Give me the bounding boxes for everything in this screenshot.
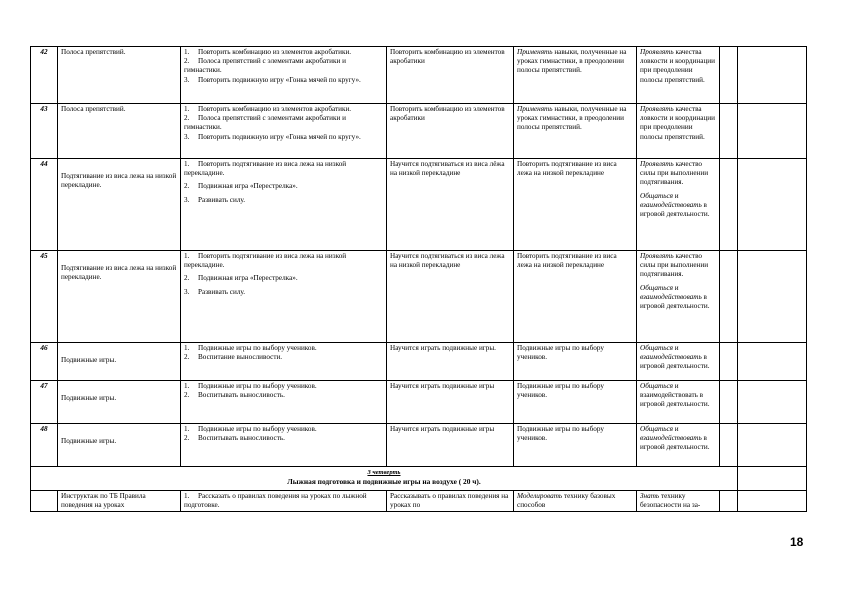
empty-cell [738, 381, 807, 424]
task-text: Повторить комбинацию из элементов акробатики. [198, 48, 352, 56]
result-line [640, 353, 716, 371]
empty-cell [738, 343, 807, 381]
result-verb: взаимодействовать [640, 200, 702, 209]
activity-text: технику базовых способов [517, 492, 616, 510]
result-line [640, 105, 716, 142]
task-item [184, 57, 383, 75]
result-verb: взаимодействовать [640, 434, 702, 443]
result-line [640, 293, 716, 311]
task-number: 1. [184, 48, 190, 56]
activity-text: Повторить подтягивание из виса лежа на низкой перекладине [517, 160, 617, 178]
result-text: в игровой деятельности. [640, 200, 710, 219]
lesson-tasks [181, 104, 387, 159]
activity-description [514, 343, 637, 381]
task-text: Повторить подвижную игру «Гонка мячей по кругу». [198, 132, 361, 141]
task-text: Повторить комбинацию из элементов акробатики. [198, 105, 352, 113]
personal-results [637, 104, 720, 159]
task-item [184, 353, 383, 362]
section-number: 3 четверть [367, 469, 401, 476]
task-item [184, 252, 383, 270]
activity-description [514, 381, 637, 424]
task-text: Полоса препятствий с элементами акробатики и гимнастики. [184, 57, 346, 75]
result-line [640, 284, 716, 293]
lesson-row [31, 343, 807, 381]
task-item [184, 434, 383, 443]
lesson-number: 44 [31, 159, 58, 251]
lesson-tasks [181, 424, 387, 467]
empty-cell [738, 47, 807, 104]
activity-text: Подвижные игры по выбору учеников. [517, 382, 604, 400]
task-item [184, 76, 383, 85]
result-line [640, 160, 716, 188]
empty-cell [720, 47, 738, 104]
task-number: 3. [184, 287, 190, 296]
result-text: в игровой деятельности. [640, 353, 710, 371]
result-line [640, 434, 716, 452]
task-item [184, 48, 383, 57]
activity-verb: Применять [517, 48, 553, 56]
result-text: и [673, 191, 679, 200]
result-text: качества ловкости и координации при преодолении полосы препятствий. [640, 105, 715, 141]
learning-outcome: Научится играть подвижные игры [387, 424, 514, 467]
task-text: Повторить подвижную игру «Гонка мячей по кругу». [198, 75, 361, 84]
task-text: Воспитывать выносливость. [198, 391, 285, 400]
task-text: Повторить подтягивание из виса лежа на низкой перекладине. [184, 252, 347, 270]
result-line [640, 344, 716, 353]
task-text: Полоса препятствий с элементами акробатики и гимнастики. [184, 114, 346, 132]
task-item [184, 382, 383, 391]
result-verb: Знать [640, 492, 660, 500]
task-text: Подвижные игры по выбору учеников. [198, 425, 317, 433]
activity-description [514, 104, 637, 159]
task-text: Повторить подтягивание из виса лежа на низкой перекладине. [184, 160, 347, 178]
activity-description [514, 491, 637, 512]
result-line [640, 425, 716, 434]
personal-results [637, 343, 720, 381]
task-item [184, 288, 383, 297]
task-text: Развивать силу. [198, 195, 246, 204]
learning-outcome: Научится играть подвижные игры [387, 381, 514, 424]
task-text: Рассказать о правилах поведения на уроках по лыжной подготовке. [184, 492, 367, 510]
task-item [184, 160, 383, 178]
result-verb: Общаться [640, 425, 673, 433]
lesson-topic: Полоса препятствий. [58, 104, 181, 159]
result-verb: Общаться [640, 382, 673, 390]
lesson-row [31, 491, 807, 512]
task-number: 1. [184, 252, 190, 260]
lesson-number: 46 [31, 343, 58, 381]
task-number: 2. [184, 353, 190, 362]
lesson-row [31, 381, 807, 424]
lesson-row [31, 47, 807, 104]
task-item [184, 391, 383, 400]
result-line [640, 192, 716, 201]
activity-text: навыки, полученные на уроках гимнастики, в преодолении полосы препятствий. [517, 48, 627, 75]
section-header [31, 467, 738, 491]
lesson-row [31, 424, 807, 467]
task-text: Развивать силу. [198, 287, 246, 296]
result-text: качество силы при выполнении подтягивания. [640, 160, 709, 187]
lesson-number: 48 [31, 424, 58, 467]
task-text: Подвижная игра «Перестрелка». [198, 182, 298, 191]
personal-results [637, 251, 720, 343]
task-text: Воспитание выносливости. [198, 353, 283, 362]
result-text: и [673, 283, 679, 292]
task-number: 2. [184, 182, 190, 191]
activity-text: Подвижные игры по выбору учеников. [517, 425, 604, 443]
learning-outcome: Научится подтягиваться из виса лёжа на низкой перекладине [387, 159, 514, 251]
lesson-row [31, 251, 807, 343]
task-number: 3. [184, 195, 190, 204]
result-line [640, 382, 716, 410]
result-text: качество силы при выполнении подтягивания. [640, 252, 709, 279]
task-item [184, 492, 383, 510]
activity-text: навыки, полученные на уроках гимнастики, в преодолении полосы препятствий. [517, 105, 627, 132]
lesson-tasks [181, 159, 387, 251]
task-item [184, 274, 383, 283]
result-text: и [673, 344, 679, 352]
empty-cell [720, 159, 738, 251]
empty-cell [720, 491, 738, 512]
result-verb: взаимодействовать [640, 353, 702, 362]
task-item [184, 182, 383, 191]
task-number: 2. [184, 434, 190, 443]
lesson-number [31, 491, 58, 512]
section-header-row [31, 467, 807, 491]
result-verb: Проявлять [640, 48, 674, 56]
empty-cell [720, 104, 738, 159]
activity-verb: Применять [517, 105, 553, 113]
lesson-topic: Инструктаж по ТБ Правила поведения на уроках [58, 491, 181, 512]
activity-description [514, 159, 637, 251]
activity-description [514, 47, 637, 104]
empty-cell [738, 104, 807, 159]
result-verb: Общаться [640, 191, 673, 200]
activity-verb: Моделировать [517, 492, 563, 500]
lesson-plan-table [30, 46, 807, 512]
section-title: Лыжная подготовка и подвижные игры на воздухе ( 20 ч). [287, 477, 481, 487]
task-text: Подвижные игры по выбору учеников. [198, 344, 317, 352]
task-item [184, 105, 383, 114]
activity-description [514, 424, 637, 467]
lesson-tasks [181, 47, 387, 104]
empty-cell [738, 467, 807, 491]
lesson-tasks [181, 343, 387, 381]
lesson-topic: Подвижные игры. [58, 424, 181, 467]
empty-cell [720, 343, 738, 381]
task-item [184, 133, 383, 142]
personal-results [637, 491, 720, 512]
empty-cell [738, 251, 807, 343]
result-text: в игровой деятельности. [640, 434, 710, 452]
result-verb: взаимодействовать [640, 292, 702, 301]
learning-outcome: Научится играть подвижные игры. [387, 343, 514, 381]
empty-cell [720, 424, 738, 467]
lesson-topic: Подвижные игры. [58, 343, 181, 381]
lesson-tasks [181, 381, 387, 424]
lesson-topic: Подтягивание из виса лежа на низкой перекладине. [58, 251, 181, 343]
empty-cell [738, 491, 807, 512]
lesson-topic: Подтягивание из виса лежа на низкой перекладине. [58, 159, 181, 251]
task-item [184, 344, 383, 353]
lesson-tasks [181, 491, 387, 512]
task-number: 2. [184, 57, 190, 66]
task-item [184, 425, 383, 434]
activity-text: Подвижные игры по выбору учеников. [517, 344, 604, 362]
task-text: Воспитывать выносливость. [198, 434, 285, 443]
lesson-number: 42 [31, 47, 58, 104]
task-text: Подвижные игры по выбору учеников. [198, 382, 317, 390]
lesson-number: 43 [31, 104, 58, 159]
learning-outcome: Рассказывать о правилах поведения на уроках по [387, 491, 514, 512]
task-number: 2. [184, 391, 190, 400]
empty-cell [720, 381, 738, 424]
task-number: 2. [184, 114, 190, 123]
task-number: 1. [184, 382, 190, 390]
page-number: 18 [790, 535, 804, 549]
task-number: 3. [184, 75, 190, 84]
task-number: 1. [184, 492, 190, 500]
lesson-topic: Подвижные игры. [58, 381, 181, 424]
result-line [640, 201, 716, 219]
learning-outcome: Научится подтягиваться из виса лежа на низкой перекладине [387, 251, 514, 343]
task-number: 1. [184, 105, 190, 113]
personal-results [637, 381, 720, 424]
result-verb: Проявлять [640, 160, 674, 168]
result-verb: Общаться [640, 344, 673, 352]
lesson-topic: Полоса препятствий. [58, 47, 181, 104]
lesson-row [31, 159, 807, 251]
result-line [640, 48, 716, 85]
result-verb: Общаться [640, 283, 673, 292]
task-number: 1. [184, 425, 190, 433]
lesson-tasks [181, 251, 387, 343]
result-verb: Проявлять [640, 105, 674, 113]
empty-cell [738, 159, 807, 251]
activity-text: Повторить подтягивание из виса лежа на низкой перекладине [517, 252, 617, 270]
result-text: качества ловкости и координации при преодолении полосы препятствий. [640, 48, 715, 84]
task-number: 2. [184, 274, 190, 283]
result-text: технику безопасности на за- [640, 492, 701, 510]
empty-cell [720, 251, 738, 343]
task-number: 1. [184, 160, 190, 168]
task-item [184, 196, 383, 205]
result-text: и взаимодействовать в игровой деятельности. [640, 382, 710, 409]
lesson-number: 45 [31, 251, 58, 343]
result-verb: Проявлять [640, 252, 674, 260]
personal-results [637, 424, 720, 467]
personal-results [637, 159, 720, 251]
personal-results [637, 47, 720, 104]
learning-outcome: Повторить комбинацию из элементов акробатики [387, 104, 514, 159]
lesson-number: 47 [31, 381, 58, 424]
learning-outcome: Повторить комбинацию из элементов акробатики [387, 47, 514, 104]
task-number: 3. [184, 132, 190, 141]
empty-cell [738, 424, 807, 467]
activity-description [514, 251, 637, 343]
task-number: 1. [184, 344, 190, 352]
lesson-row [31, 104, 807, 159]
task-item [184, 114, 383, 132]
task-text: Подвижная игра «Перестрелка». [198, 274, 298, 283]
result-text: в игровой деятельности. [640, 292, 710, 311]
result-line [640, 252, 716, 280]
result-text: и [673, 425, 679, 433]
